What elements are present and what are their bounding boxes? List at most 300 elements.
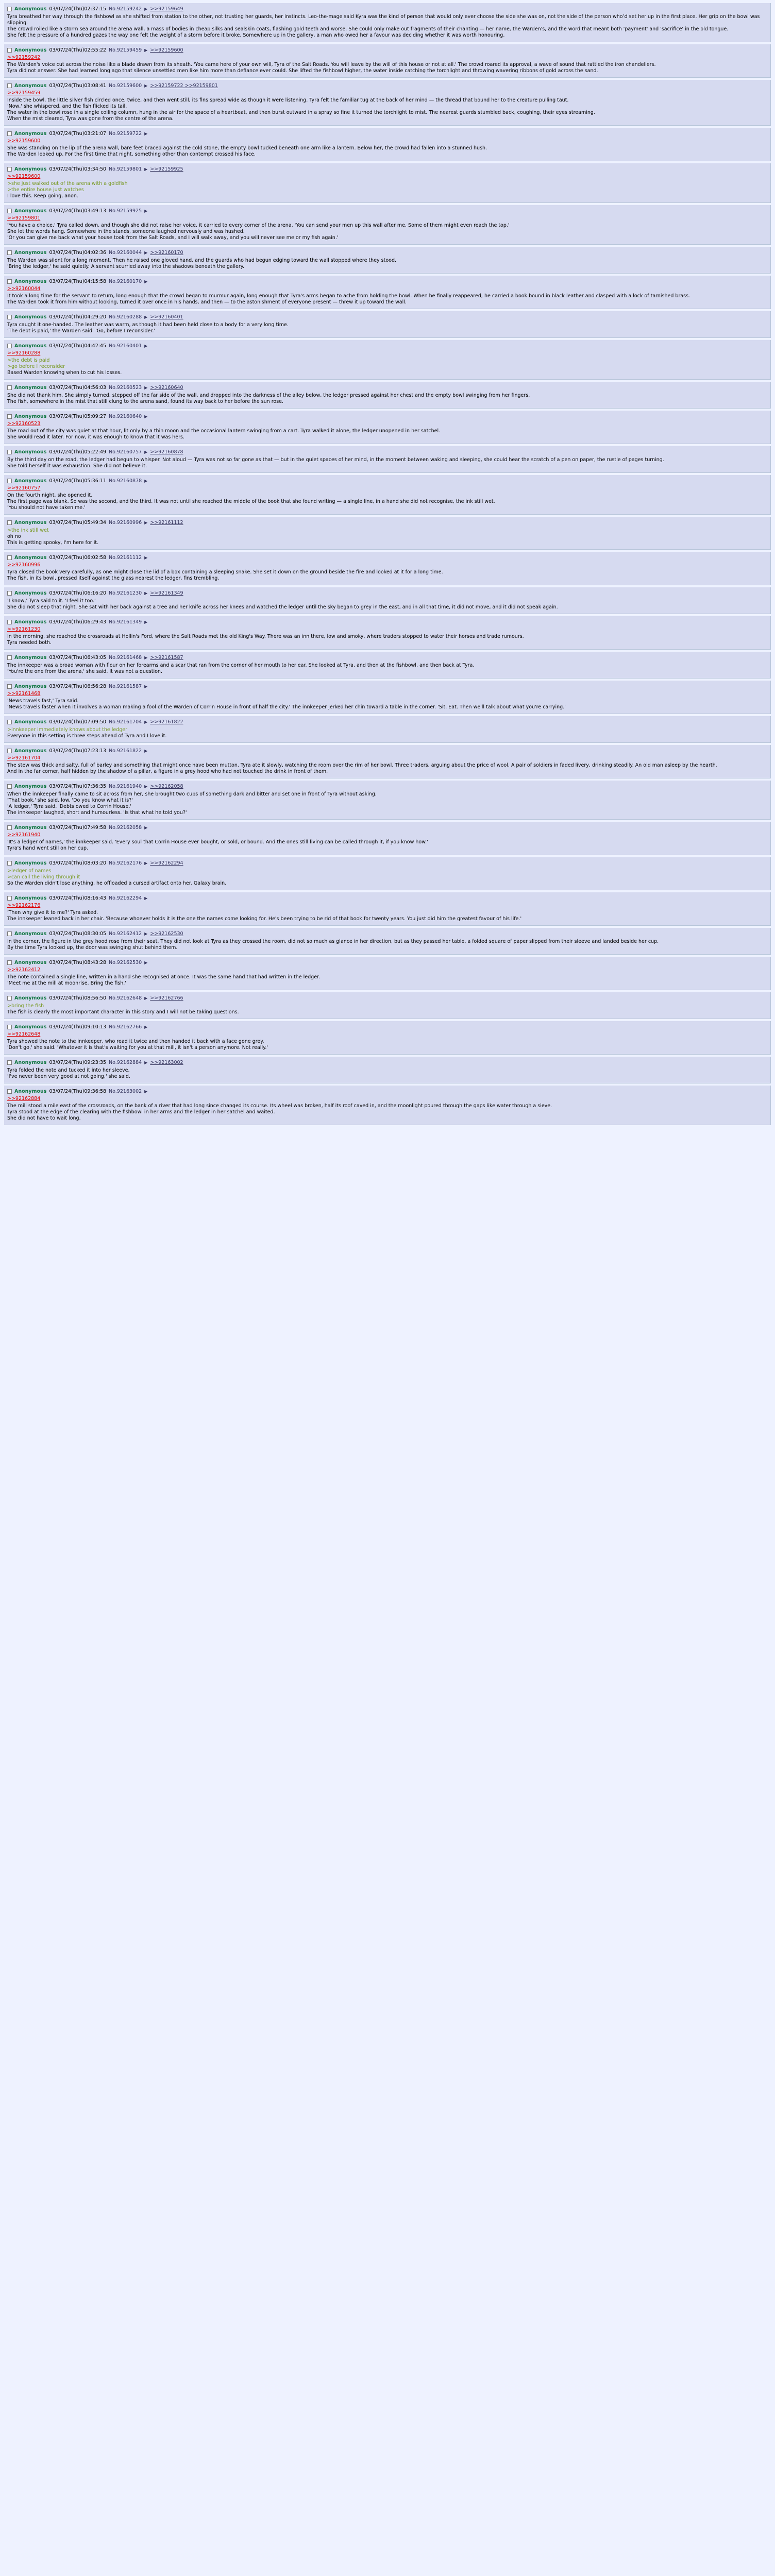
poster-name: Anonymous [14, 47, 47, 53]
post-body [7, 569, 767, 582]
post-header [7, 278, 767, 285]
post-number-link[interactable]: No.92160523 [109, 384, 142, 391]
post-datetime: 03/07/24(Thu)05:22:49 [49, 449, 107, 455]
post-body [7, 393, 767, 405]
post-body [7, 663, 767, 675]
quote-link[interactable]: >>92161940 [7, 832, 41, 838]
poster-name: Anonymous [14, 1024, 47, 1030]
post-menu-arrow-icon[interactable]: ▶ [144, 895, 148, 901]
post-text-line: 'Then why give it to me?' Tyra asked. [7, 910, 98, 916]
post-number-link[interactable]: No.92162412 [109, 930, 142, 937]
post-text-line: The fish, in its bowl, pressed itself against the glass nearest the ledger, fins trembling. [7, 575, 220, 581]
post-text-line: She let the words hang. Somewhere in the stands, someone laughed nervously and was hushed. [7, 229, 245, 234]
quote-link[interactable]: >>92159600 [7, 174, 41, 179]
post-menu-arrow-icon[interactable]: ▶ [144, 414, 148, 419]
poster-name: Anonymous [14, 959, 47, 965]
post [4, 892, 771, 926]
post-datetime: 03/07/24(Thu)08:16:43 [49, 895, 107, 901]
post-select-checkbox[interactable] [7, 931, 12, 936]
post-number-link[interactable]: No.92162058 [109, 824, 142, 831]
post-select-checkbox[interactable] [7, 450, 12, 454]
post-datetime: 03/07/24(Thu)07:09:50 [49, 719, 107, 725]
post [4, 1086, 771, 1125]
quote-link[interactable]: >>92162648 [7, 1031, 41, 1037]
post-text-line: And in the far corner, half hidden by the shadow of a pillar, a figure in a grey hood who had not touched the drink in front of them. [7, 769, 328, 774]
quote-link[interactable]: >>92161704 [7, 755, 41, 761]
post-header [7, 413, 767, 420]
post-number-link[interactable]: No.92160288 [109, 314, 142, 320]
post-number-link[interactable]: No.92162648 [109, 995, 142, 1001]
post-text-line: The crowd roiled like a storm sea around the arena wall, a mass of bodies in cheap silks and sealskin coats, flashing gold teeth and worse. She could only make out fragments of their chanting — her name, the Warden's, and the word that meant both 'payment' and 'sacrifice' in the old tongue. [7, 26, 729, 32]
post-text-line: Tyra showed the note to the innkeeper, who read it twice and then handed it back with a face gone grey. [7, 1039, 264, 1044]
poster-name: Anonymous [14, 683, 47, 689]
post-select-checkbox[interactable] [7, 684, 12, 689]
post-text-line: She would read it later. For now, it was enough to know that it was hers. [7, 434, 185, 440]
post [4, 928, 771, 955]
post-header [7, 783, 767, 790]
post-menu-arrow-icon[interactable]: ▶ [144, 6, 148, 11]
post-body [7, 791, 767, 816]
poster-name: Anonymous [14, 783, 47, 789]
post-backlinks[interactable]: >>92162294 [150, 860, 183, 866]
post-body [7, 1067, 767, 1080]
post-body [7, 258, 767, 270]
post-body [7, 181, 767, 199]
poster-name: Anonymous [14, 166, 47, 172]
thread [0, 0, 775, 1131]
post-header [7, 207, 767, 214]
post-body [7, 974, 767, 987]
post-body [7, 457, 767, 469]
post-text-line: Tyra did not answer. She had learned long ago that silence unsettled men like him more than defiance ever could. She lifted the fishbowl higher, the water inside catching the torchlight and throwing wavering ribbons of gold across the sand. [7, 68, 598, 74]
post-header [7, 654, 767, 661]
post-number-link[interactable]: No.92163002 [109, 1088, 142, 1094]
post-menu-arrow-icon[interactable]: ▶ [144, 784, 148, 789]
poster-name: Anonymous [14, 619, 47, 625]
post-menu-arrow-icon[interactable]: ▶ [144, 555, 148, 560]
poster-name: Anonymous [14, 278, 47, 284]
post [4, 517, 771, 550]
post-datetime: 03/07/24(Thu)04:29:20 [49, 314, 107, 320]
post-select-checkbox[interactable] [7, 83, 12, 88]
post-text-line: 'I've never been very good at not going,' she said. [7, 1074, 130, 1079]
post-number-link[interactable]: No.92161704 [109, 719, 142, 725]
post [4, 587, 771, 614]
post-menu-arrow-icon[interactable]: ▶ [144, 655, 148, 660]
post-header [7, 313, 767, 320]
post-header [7, 894, 767, 902]
post-text-line: Tyra needed both. [7, 640, 52, 646]
post [4, 340, 771, 380]
post-datetime: 03/07/24(Thu)03:21:07 [49, 130, 107, 137]
post-select-checkbox[interactable] [7, 749, 12, 753]
post [4, 745, 771, 778]
post-number-link[interactable]: No.92159459 [109, 47, 142, 53]
post-body [7, 293, 767, 306]
post-text-line: So the Warden didn't lose anything, he offloaded a cursed artifact onto her. Galaxy brain. [7, 880, 227, 886]
quote-link[interactable]: >>92162176 [7, 903, 41, 908]
post-body [7, 1103, 767, 1122]
post-number-link[interactable]: No.92161468 [109, 654, 142, 660]
post-text-line: Tyra caught it one-handed. The leather was warm, as though it had been held close to a body for a very long time. [7, 322, 289, 328]
post-header [7, 5, 767, 12]
post-text-line: The innkeeper laughed, short and humourless. 'Is that what he told you?' [7, 810, 187, 816]
post [4, 1021, 771, 1055]
post-text-line: The fish is clearly the most important character in this story and I will not be taking questions. [7, 1009, 239, 1015]
greentext-line: >bring the fish [7, 1003, 44, 1009]
greentext-line: >ledger of names [7, 868, 52, 874]
post-select-checkbox[interactable] [7, 996, 12, 1001]
post-backlinks[interactable]: >>92159722 >>92159801 [150, 82, 218, 89]
post-menu-arrow-icon[interactable]: ▶ [144, 619, 148, 624]
post-number-link[interactable]: No.92162884 [109, 1059, 142, 1065]
post-backlinks[interactable]: >>92159600 [150, 47, 183, 53]
post-body [7, 62, 767, 74]
post-select-checkbox[interactable] [7, 520, 12, 525]
post-number-link[interactable]: No.92159925 [109, 208, 142, 214]
post [4, 44, 771, 78]
post-text-line: 'News travels faster when it involves a woman making a fool of the Warden of Corrin House in front of half the city.' The innkeeper jerked her chin toward a table in the corner. 'Sit. Eat. Then we'll talk about what you're carrying.' [7, 704, 566, 710]
post-body [7, 727, 767, 739]
post-header [7, 519, 767, 526]
post-datetime: 03/07/24(Thu)06:56:28 [49, 683, 107, 689]
post-number-link[interactable]: No.92162294 [109, 895, 142, 901]
post-text-line: She did not have to wait long. [7, 1115, 81, 1121]
post-text-line: By the time Tyra looked up, the door was swinging shut behind them. [7, 945, 178, 951]
post-text-line: The first page was blank. So was the second, and the third. It was not until she reached the middle of the book that she found writing — a single line, in a hand she did not recognise, the ink still wet. [7, 499, 495, 504]
quote-link[interactable]: >>92159801 [7, 215, 41, 221]
quote-link[interactable]: >>92160523 [7, 421, 41, 427]
post-text-line: 'Meet me at the mill at moonrise. Bring the fish.' [7, 980, 126, 986]
post-select-checkbox[interactable] [7, 167, 12, 172]
poster-name: Anonymous [14, 208, 47, 214]
poster-name: Anonymous [14, 860, 47, 866]
post-text-line: The note contained a single line, written in a hand she recognised at once. It was the same hand that had written in the ledger. [7, 974, 321, 980]
post-header [7, 930, 767, 937]
post-body [7, 493, 767, 511]
post-header [7, 130, 767, 137]
post-header [7, 165, 767, 173]
poster-name: Anonymous [14, 449, 47, 455]
post-number-link[interactable]: No.92161940 [109, 783, 142, 789]
post [4, 205, 771, 245]
post [4, 1057, 771, 1083]
poster-name: Anonymous [14, 130, 47, 137]
post-backlinks[interactable]: >>92161349 [150, 590, 183, 596]
greentext-line: >can call the living through it [7, 874, 80, 880]
post-text-line: 'That book,' she said, low. 'Do you know what it is?' [7, 798, 133, 803]
poster-name: Anonymous [14, 384, 47, 391]
post-header [7, 82, 767, 89]
post-select-checkbox[interactable] [7, 479, 12, 483]
quote-link[interactable]: >>92160996 [7, 562, 41, 568]
post-text-line: She did not sleep that night. She sat with her back against a tree and her knife across her knees and watched the ledger until the sky began to grey in the east, and in all that time, it did not move, and it did not speak again. [7, 604, 558, 610]
post-menu-arrow-icon[interactable]: ▶ [144, 47, 148, 53]
post-datetime: 03/07/24(Thu)04:02:36 [49, 249, 107, 256]
post-number-link[interactable]: No.92159801 [109, 166, 142, 172]
post-select-checkbox[interactable] [7, 279, 12, 284]
post-select-checkbox[interactable] [7, 1025, 12, 1029]
post [4, 552, 771, 585]
post-text-line: In the corner, the figure in the grey hood rose from their seat. They did not look at Tyra as they crossed the room, did not so much as glance in her direction, but as they passed her table, a folded square of paper slipped from their sleeve and landed beside her cup. [7, 939, 659, 944]
post-text-line: 'You're the one from the arena,' she said. It was not a question. [7, 669, 162, 674]
post-number-link[interactable]: No.92160757 [109, 449, 142, 455]
post [4, 716, 771, 743]
post-menu-arrow-icon[interactable]: ▶ [144, 166, 148, 172]
quote-link[interactable]: >>92160757 [7, 485, 41, 491]
greentext-line: >she just walked out of the arena with a goldfish [7, 181, 128, 187]
post-menu-arrow-icon[interactable]: ▶ [144, 314, 148, 319]
quote-link[interactable]: >>92159459 [7, 90, 41, 96]
post-menu-arrow-icon[interactable]: ▶ [144, 83, 148, 88]
quote-link[interactable]: >>92159242 [7, 55, 41, 60]
quote-link[interactable]: >>92161230 [7, 626, 41, 632]
post-select-checkbox[interactable] [7, 385, 12, 390]
post-menu-arrow-icon[interactable]: ▶ [144, 931, 148, 936]
post-number-link[interactable]: No.92162176 [109, 860, 142, 866]
poster-name: Anonymous [14, 930, 47, 937]
post-menu-arrow-icon[interactable]: ▶ [144, 719, 148, 724]
post-number-link[interactable]: No.92160044 [109, 249, 142, 256]
post-menu-arrow-icon[interactable]: ▶ [144, 250, 148, 255]
post [4, 957, 771, 990]
poster-name: Anonymous [14, 6, 47, 12]
post-number-link[interactable]: No.92162530 [109, 959, 142, 965]
post-select-checkbox[interactable] [7, 825, 12, 830]
post-datetime: 03/07/24(Thu)06:43:05 [49, 654, 107, 660]
post-text-line: The Warden was silent for a long moment. Then he raised one gloved hand, and the guards who had begun edging toward the wall stopped where they stood. [7, 258, 397, 263]
post-header [7, 1023, 767, 1030]
post-datetime: 03/07/24(Thu)09:10:13 [49, 1024, 107, 1030]
post-text-line: 'It's a ledger of names,' the innkeeper said. 'Every soul that Corrin House ever bought, or sold, or bound. And the ones still living can be called through it, if you know how.' [7, 839, 428, 845]
post-select-checkbox[interactable] [7, 209, 12, 213]
post-datetime: 03/07/24(Thu)08:56:50 [49, 995, 107, 1001]
post-datetime: 03/07/24(Thu)06:02:58 [49, 554, 107, 561]
post [4, 681, 771, 714]
post-header [7, 683, 767, 690]
post-text-line: oh no [7, 534, 21, 539]
post-text-line: The innkeeper was a broad woman with flour on her forearms and a scar that ran from the corner of her mouth to her ear. She looked at Tyra, and then at the fishbowl, and then back at Tyra. [7, 663, 475, 668]
post-backlinks[interactable]: >>92163002 [150, 1059, 183, 1065]
quote-link[interactable]: >>92159600 [7, 138, 41, 144]
post-number-link[interactable]: No.92162766 [109, 1024, 142, 1030]
post-menu-arrow-icon[interactable]: ▶ [144, 520, 148, 525]
post-select-checkbox[interactable] [7, 720, 12, 724]
greentext-line: >the debt is paid [7, 358, 50, 363]
quote-link[interactable]: >>92161468 [7, 691, 41, 697]
post-select-checkbox[interactable] [7, 555, 12, 560]
post-select-checkbox[interactable] [7, 344, 12, 348]
post-text-line: 'Now,' she whispered, and the fish flicked its tail. [7, 104, 127, 109]
post-text-line: In the morning, she reached the crossroads at Hollin's Ford, where the Salt Roads met the old King's Way. There was an inn there, low and smoky, where traders stopped to water their horses and trade rumours. [7, 634, 524, 639]
post-text-line: I love this. Keep going, anon. [7, 193, 78, 199]
post-select-checkbox[interactable] [7, 48, 12, 53]
poster-name: Anonymous [14, 590, 47, 596]
post-menu-arrow-icon[interactable]: ▶ [144, 1024, 148, 1029]
post-text-line: The Warden's voice cut across the noise like a blade drawn from its sheath. 'You came here of your own will, Tyra of the Salt Roads. You will leave by the will of this house or not at all.' The crowd roared its approval, a wave of sound that rattled the iron chandeliers. [7, 62, 656, 67]
post-body [7, 14, 767, 39]
post-backlinks[interactable]: >>92160401 [150, 314, 183, 320]
post-body [7, 97, 767, 122]
post-datetime: 03/07/24(Thu)07:36:35 [49, 783, 107, 789]
post-backlinks[interactable]: >>92160640 [150, 384, 183, 391]
post-text-line: Tyra stood at the edge of the clearing with the fishbowl in her arms and the ledger in her satchel and waited. [7, 1109, 275, 1115]
post-datetime: 03/07/24(Thu)04:15:58 [49, 278, 107, 284]
post-text-line: Inside the bowl, the little silver fish circled once, twice, and then went still, its fins spread wide as though it were listening. Tyra felt the familiar tug at the back of her mind — the thread that bound her to the creature pulling taut. [7, 97, 569, 103]
post-number-link[interactable]: No.92160996 [109, 519, 142, 526]
post-text-line: 'Or you can give me back what your house took from the Salt Roads, and I will walk away, and you will never see me or my fish again.' [7, 235, 339, 241]
post-body [7, 698, 767, 710]
post-menu-arrow-icon[interactable]: ▶ [144, 590, 148, 596]
post-body [7, 868, 767, 887]
post-body [7, 528, 767, 546]
post-number-link[interactable]: No.92160170 [109, 278, 142, 284]
post [4, 616, 771, 650]
post-header [7, 249, 767, 256]
post-number-link[interactable]: No.92161112 [109, 554, 142, 561]
poster-name: Anonymous [14, 413, 47, 419]
post-number-link[interactable]: No.92160640 [109, 413, 142, 419]
post-menu-arrow-icon[interactable]: ▶ [144, 385, 148, 390]
post [4, 163, 771, 203]
post-select-checkbox[interactable] [7, 784, 12, 789]
post-body [7, 145, 767, 158]
post-header [7, 959, 767, 966]
post-header [7, 384, 767, 391]
post-select-checkbox[interactable] [7, 131, 12, 136]
post-number-link[interactable]: No.92159600 [109, 82, 142, 89]
post [4, 382, 771, 409]
post-select-checkbox[interactable] [7, 960, 12, 965]
post-menu-arrow-icon[interactable]: ▶ [144, 1089, 148, 1094]
post-backlinks[interactable]: >>92162530 [150, 930, 183, 937]
post-text-line: 'Bring the ledger,' he said quietly. A servant scurried away into the shadows beneath the gallery. [7, 264, 245, 269]
post-menu-arrow-icon[interactable]: ▶ [144, 960, 148, 965]
quote-link[interactable]: >>92160288 [7, 350, 41, 356]
post-body [7, 910, 767, 922]
post-backlinks[interactable]: >>92162058 [150, 783, 183, 789]
post-number-link[interactable]: No.92161822 [109, 748, 142, 754]
post-select-checkbox[interactable] [7, 7, 12, 11]
post-header [7, 448, 767, 455]
post-select-checkbox[interactable] [7, 1089, 12, 1094]
post-header [7, 718, 767, 725]
post-datetime: 03/07/24(Thu)06:16:20 [49, 590, 107, 596]
post-menu-arrow-icon[interactable]: ▶ [144, 131, 148, 136]
post-select-checkbox[interactable] [7, 414, 12, 419]
post-menu-arrow-icon[interactable]: ▶ [144, 684, 148, 689]
post-backlinks[interactable]: >>92161822 [150, 719, 183, 725]
post-menu-arrow-icon[interactable]: ▶ [144, 825, 148, 830]
poster-name: Anonymous [14, 1059, 47, 1065]
greentext-line: >innkeeper immediately knows about the ledger [7, 727, 128, 733]
post-select-checkbox[interactable] [7, 655, 12, 660]
post-body [7, 358, 767, 376]
post-number-link[interactable]: No.92161230 [109, 590, 142, 596]
post-backlinks[interactable]: >>92160878 [150, 449, 183, 455]
post-text-line: The Warden took it from him without looking, turned it over once in his hands, and then — to the astonishment of everyone present — threw it up toward the wall. [7, 299, 407, 305]
post-menu-arrow-icon[interactable]: ▶ [144, 478, 148, 483]
post-backlinks[interactable]: >>92160170 [150, 249, 183, 256]
post [4, 781, 771, 820]
post-text-line: By the third day on the road, the ledger had begun to whisper. Not aloud — Tyra was not so far gone as that — but in the quiet spaces of her mind, in the moment between waking and sleeping, she could hear the scratch of a pen on paper, the rustle of pages turning. [7, 457, 664, 463]
post-number-link[interactable]: No.92161587 [109, 683, 142, 689]
post-text-line: She was standing on the lip of the arena wall, bare feet braced against the cold stone, the empty bowl tucked beneath one arm like a lantern. Below her, the crowd had fallen into a stunned hush. [7, 145, 487, 151]
post-header [7, 1059, 767, 1066]
post-text-line: 'A ledger,' Tyra said. 'Debts owed to Corrin House.' [7, 804, 131, 809]
quote-link[interactable]: >>92162884 [7, 1096, 41, 1101]
post-number-link[interactable]: No.92160401 [109, 343, 142, 349]
post-menu-arrow-icon[interactable]: ▶ [144, 1060, 148, 1065]
post-datetime: 03/07/24(Thu)06:29:43 [49, 619, 107, 625]
post-body [7, 762, 767, 775]
post-select-checkbox[interactable] [7, 861, 12, 866]
post-number-link[interactable]: No.92161349 [109, 619, 142, 625]
post-text-line: The fish, somewhere in the mist that still clung to the arena sand, found its way back to her before the sun rose. [7, 399, 284, 404]
post-menu-arrow-icon[interactable]: ▶ [144, 449, 148, 454]
poster-name: Anonymous [14, 1088, 47, 1094]
post-menu-arrow-icon[interactable]: ▶ [144, 995, 148, 1001]
post-menu-arrow-icon[interactable]: ▶ [144, 748, 148, 753]
post-header [7, 342, 767, 349]
post-text-line: On the fourth night, she opened it. [7, 493, 93, 498]
post-text-line: 'You should not have taken me.' [7, 505, 86, 511]
post-text-line: The stew was thick and salty, full of barley and something that might once have been mutton. Tyra ate it slowly, watching the room over the rim of her bowl. Three traders, arguing about the price of wool. A pair of soldiers in faded livery, drinking steadily. An old man asleep by the hearth. [7, 762, 717, 768]
quote-link[interactable]: >>92160044 [7, 286, 41, 292]
post [4, 80, 771, 126]
post-select-checkbox[interactable] [7, 1060, 12, 1065]
post-text-line: Everyone in this setting is three steps ahead of Tyra and I love it. [7, 733, 167, 739]
post [4, 857, 771, 890]
post [4, 475, 771, 515]
post [4, 311, 771, 338]
post-text-line: She told herself it was exhaustion. She did not believe it. [7, 463, 147, 469]
post-menu-arrow-icon[interactable]: ▶ [144, 343, 148, 348]
post-number-link[interactable]: No.92159242 [109, 6, 142, 12]
post-datetime: 03/07/24(Thu)05:36:11 [49, 478, 107, 484]
post-number-link[interactable]: No.92160878 [109, 478, 142, 484]
post-body [7, 598, 767, 611]
post-backlinks[interactable]: >>92161112 [150, 519, 183, 526]
post-backlinks[interactable]: >>92159649 [150, 6, 183, 12]
post-text-line: Tyra folded the note and tucked it into her sleeve. [7, 1067, 130, 1073]
post-select-checkbox[interactable] [7, 315, 12, 319]
post-body [7, 839, 767, 852]
post-backlinks[interactable]: >>92162766 [150, 995, 183, 1001]
post-datetime: 03/07/24(Thu)05:49:34 [49, 519, 107, 526]
greentext-line: >the ink still wet [7, 528, 49, 533]
post-datetime: 03/07/24(Thu)08:03:20 [49, 860, 107, 866]
post-text-line: 'You have a choice,' Tyra called down, and though she did not raise her voice, it carried to every corner of the arena. 'You can send your men up this wall after me. Some of them might even reach the top.' [7, 223, 510, 228]
post-select-checkbox[interactable] [7, 250, 12, 255]
post-backlinks[interactable]: >>92159925 [150, 166, 183, 172]
post-menu-arrow-icon[interactable]: ▶ [144, 860, 148, 866]
post-datetime: 03/07/24(Thu)03:08:41 [49, 82, 107, 89]
post-select-checkbox[interactable] [7, 620, 12, 624]
post-text-line: The water in the bowl rose in a single coiling column, hung in the air for the space of a heartbeat, and then burst outward in a spray so fine it turned the torchlight to mist. The nearest guards stumbled back, coughing, their eyes streaming. [7, 110, 595, 115]
post-select-checkbox[interactable] [7, 591, 12, 596]
post-body [7, 1003, 767, 1015]
post-backlinks[interactable]: >>92161587 [150, 654, 183, 660]
poster-name: Anonymous [14, 895, 47, 901]
post-menu-arrow-icon[interactable]: ▶ [144, 208, 148, 213]
post [4, 652, 771, 679]
quote-link[interactable]: >>92162412 [7, 967, 41, 973]
post-menu-arrow-icon[interactable]: ▶ [144, 279, 148, 284]
post-select-checkbox[interactable] [7, 896, 12, 901]
post-datetime: 03/07/24(Thu)04:42:45 [49, 343, 107, 349]
post-number-link[interactable]: No.92159722 [109, 130, 142, 137]
